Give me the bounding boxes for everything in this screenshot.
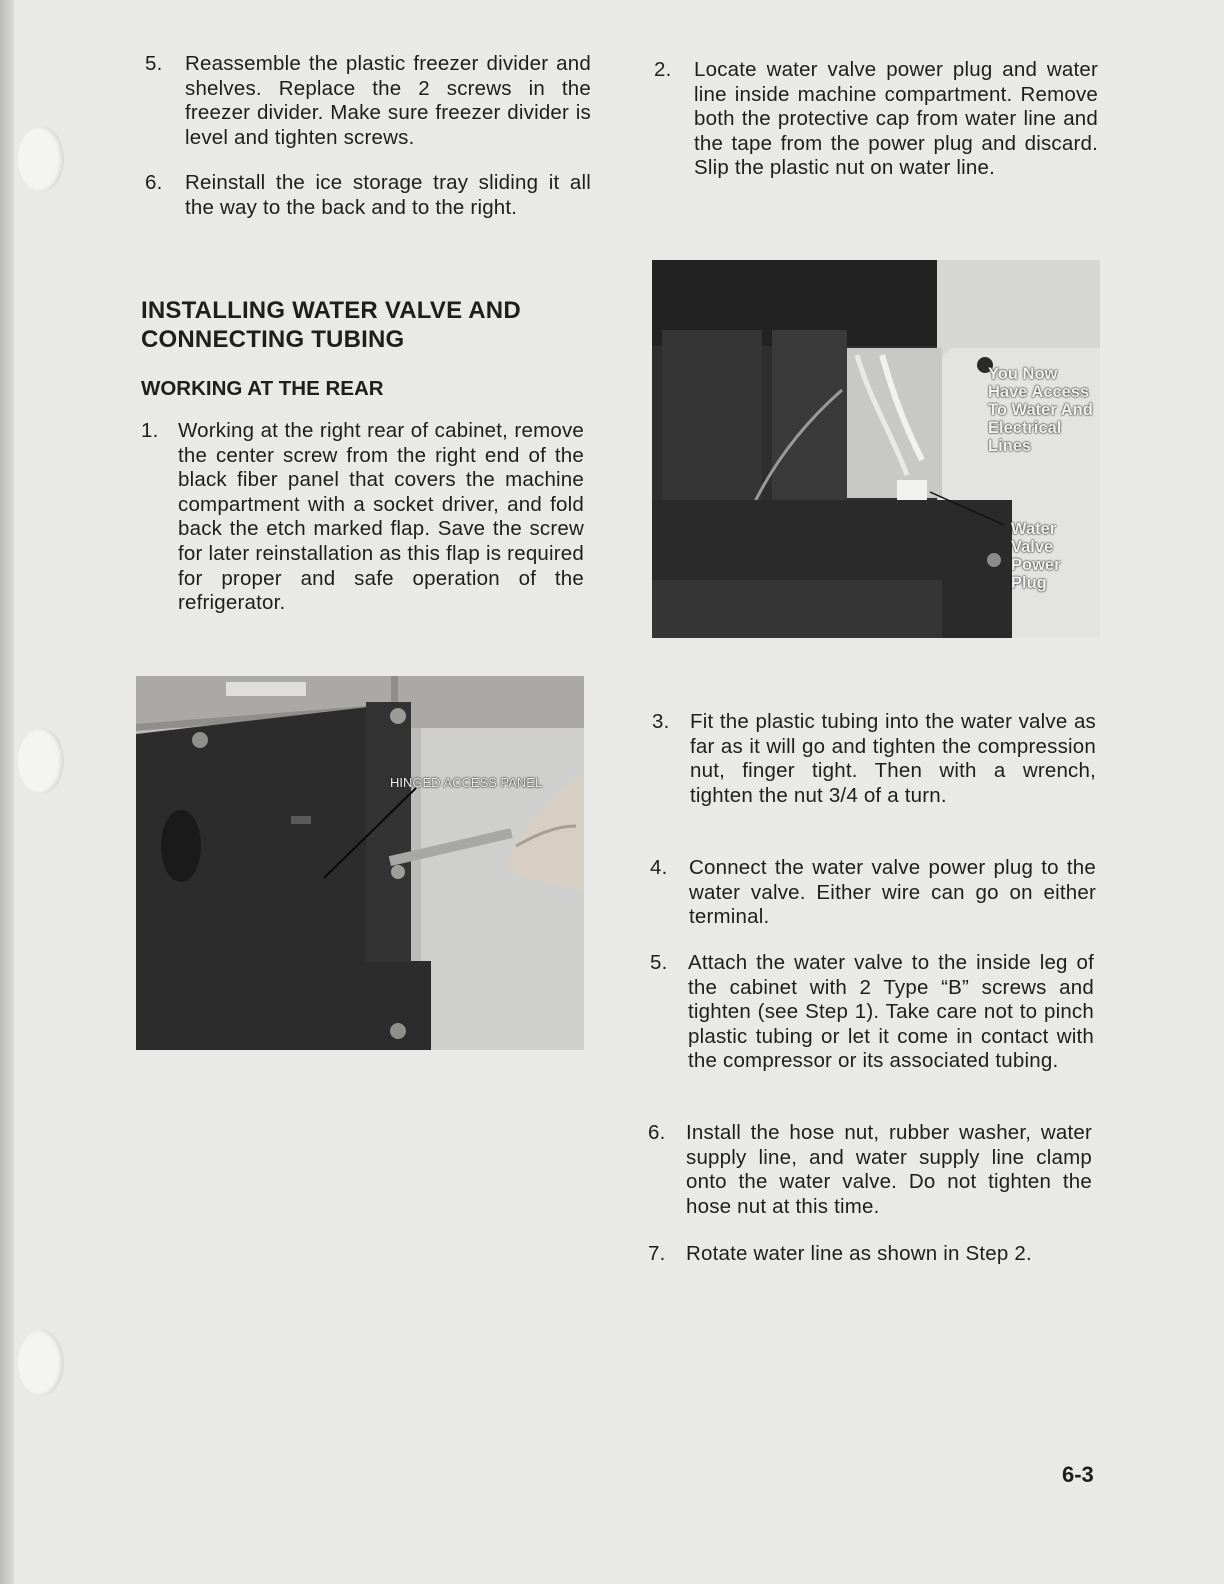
step-text: Attach the water valve to the inside leg of the cabinet with 2 Type “B” screws and tighten (see Step 1). Take care not to pinch plastic tubing or let it come in contact with the compressor or its associated tubing. xyxy=(688,951,1094,1073)
photo-label-hinged-access-panel: HINGED ACCESS PANEL xyxy=(390,775,543,790)
photo-label-access-lines: You Now Have Access To Water And Electrical Lines xyxy=(988,365,1093,455)
punch-hole xyxy=(18,728,64,794)
step-number: 3. xyxy=(652,710,670,733)
photo-hinged-access-panel xyxy=(136,676,584,1050)
photo-illustration xyxy=(136,676,584,1050)
step-text: Reassemble the plastic freezer divider and shelves. Replace the 2 screws in the freezer divider. Make sure freezer divider is level and tighten screws. xyxy=(185,52,591,149)
step-text: Rotate water line as shown in Step 2. xyxy=(686,1242,1032,1265)
step-number: 1. xyxy=(141,419,159,442)
section-heading: INSTALLING WATER VALVE AND CONNECTING TUBING xyxy=(141,297,521,353)
punch-hole xyxy=(18,1330,64,1396)
page-binding-edge xyxy=(0,0,14,1584)
photo-machine-compartment xyxy=(652,260,1100,638)
step-text: Reinstall the ice storage tray sliding it all the way to the back and to the right. xyxy=(185,171,591,219)
photo-label-power-plug: Water Valve Power Plug xyxy=(1011,520,1061,592)
subsection-heading: WORKING AT THE REAR xyxy=(141,377,384,400)
step-number: 4. xyxy=(650,856,668,879)
step-text: Locate water valve power plug and water line inside machine compartment. Remove both the protective cap from water line and the tape from the power plug and discard. Slip the plastic nut on water line. xyxy=(694,58,1098,180)
step-text: Working at the right rear of cabinet, remove the center screw from the right end of the black fiber panel that covers the machine compartment with a socket driver, and fold back the etch marked flap. Save the screw for later reinstallation as this flap is required for proper and safe operation of the refrigerator. xyxy=(178,419,584,615)
page-number: 6-3 xyxy=(1062,1462,1094,1487)
step-text: Install the hose nut, rubber washer, water supply line, and water supply line clamp onto the water valve. Do not tighten the hose nut at this time. xyxy=(686,1121,1092,1218)
step-number: 5. xyxy=(650,951,668,974)
step-number: 5. xyxy=(145,52,163,75)
step-number: 7. xyxy=(648,1242,666,1265)
step-text: Fit the plastic tubing into the water valve as far as it will go and tighten the compression nut, finger tight. Then with a wrench, tighten the nut 3/4 of a turn. xyxy=(690,710,1096,807)
punch-hole xyxy=(18,126,64,192)
step-number: 6. xyxy=(145,171,163,194)
step-text: Connect the water valve power plug to the water valve. Either wire can go on either terminal. xyxy=(689,856,1096,929)
step-number: 2. xyxy=(654,58,672,81)
step-number: 6. xyxy=(648,1121,666,1144)
